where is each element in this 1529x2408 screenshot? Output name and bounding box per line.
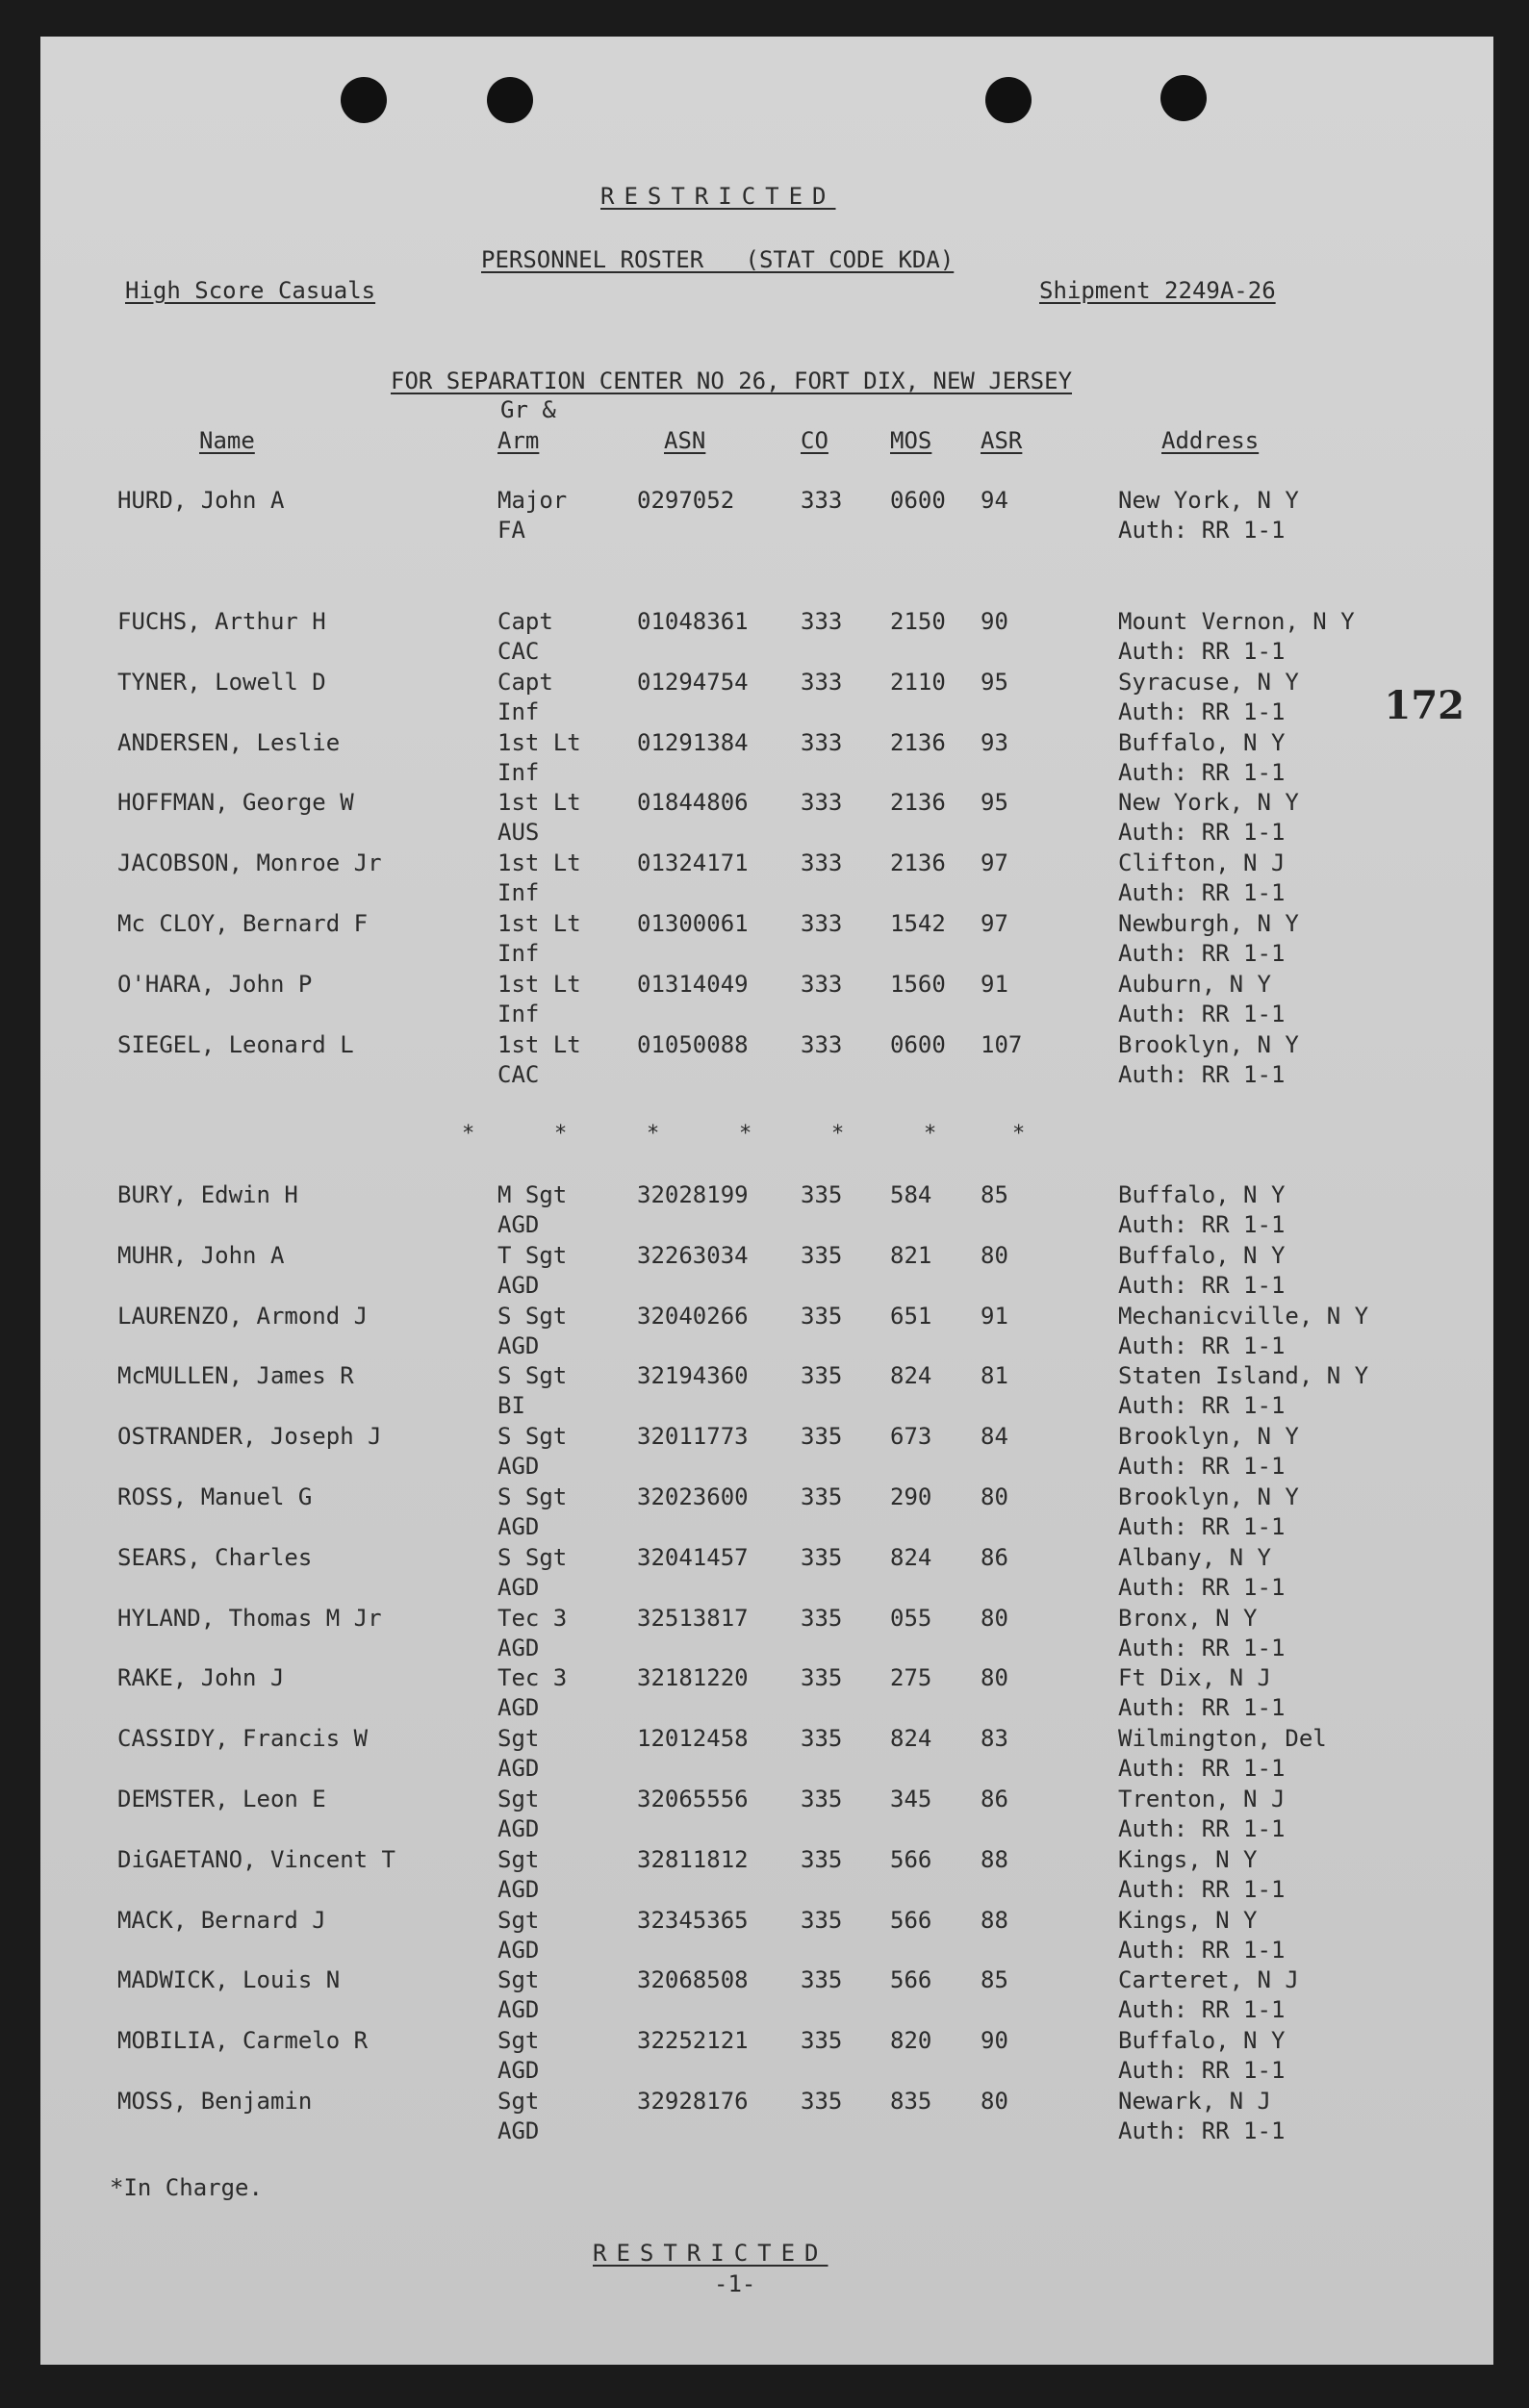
grade: Sgt xyxy=(497,1725,540,1753)
authority: Auth: RR 1-1 xyxy=(1118,1634,1286,1661)
arm: AGD xyxy=(497,1875,540,1903)
person-name: OSTRANDER, Joseph J xyxy=(117,1423,382,1451)
grade: Capt xyxy=(497,608,553,635)
col-header-grade-arm: Arm xyxy=(497,427,540,454)
mos: 290 xyxy=(890,1483,932,1510)
asn: 32068508 xyxy=(637,1966,749,1994)
col-header-asn: ASN xyxy=(664,427,706,454)
person-name: MUHR, John A xyxy=(117,1241,285,1269)
company: 335 xyxy=(801,1181,843,1208)
roster-row xyxy=(40,1964,1493,2024)
page-title: PERSONNEL ROSTER (STAT CODE KDA) xyxy=(481,246,955,273)
company: 335 xyxy=(801,1241,843,1269)
company: 335 xyxy=(801,1664,843,1692)
mos: 275 xyxy=(890,1664,932,1692)
roster-row xyxy=(40,1723,1493,1783)
arm: AGD xyxy=(497,2057,540,2085)
separator-star: * xyxy=(462,1122,475,1146)
roster-row xyxy=(40,1784,1493,1843)
asr-score: 85 xyxy=(981,1181,1008,1208)
arm: AGD xyxy=(497,1573,540,1601)
arm: Inf xyxy=(497,1001,540,1027)
asr-score: 80 xyxy=(981,1604,1008,1632)
person-name: DEMSTER, Leon E xyxy=(117,1786,326,1812)
company: 335 xyxy=(801,1845,843,1873)
authority: Auth: RR 1-1 xyxy=(1118,759,1286,786)
mos: 584 xyxy=(890,1181,932,1208)
separator-star: * xyxy=(554,1122,568,1146)
roster-row xyxy=(40,1844,1493,1904)
company: 333 xyxy=(801,789,843,816)
asr-score: 90 xyxy=(981,608,1008,635)
asn: 01300061 xyxy=(637,910,749,937)
classification-bottom: RESTRICTED xyxy=(593,2240,828,2267)
roster-row xyxy=(40,1240,1493,1300)
grade: Sgt xyxy=(497,2027,540,2055)
col-header-asr: ASR xyxy=(981,427,1023,454)
roster-row xyxy=(40,1029,1493,1089)
person-name: MADWICK, Louis N xyxy=(117,1966,341,1994)
asr-score: 83 xyxy=(981,1725,1008,1753)
company: 333 xyxy=(801,849,843,876)
address: New York, N Y xyxy=(1118,789,1299,816)
grade: 1st Lt xyxy=(497,789,581,816)
asn: 32040266 xyxy=(637,1302,749,1330)
asr-score: 80 xyxy=(981,1664,1008,1692)
asn: 32513817 xyxy=(637,1604,749,1632)
address: New York, N Y xyxy=(1118,487,1299,514)
address: Carteret, N J xyxy=(1118,1966,1299,1994)
address: Staten Island, N Y xyxy=(1118,1362,1369,1390)
arm: Inf xyxy=(497,759,540,786)
asr-score: 81 xyxy=(981,1362,1008,1390)
mos: 055 xyxy=(890,1604,932,1632)
address: Brooklyn, N Y xyxy=(1118,1423,1299,1451)
roster-page xyxy=(40,37,1493,2365)
authority: Auth: RR 1-1 xyxy=(1118,1755,1286,1783)
person-name: CASSIDY, Francis W xyxy=(117,1725,369,1753)
authority: Auth: RR 1-1 xyxy=(1118,1875,1286,1903)
separator-star: * xyxy=(739,1122,752,1146)
grade: 1st Lt xyxy=(497,849,581,876)
grade: Sgt xyxy=(497,1906,540,1934)
mos: 821 xyxy=(890,1241,932,1269)
roster-row xyxy=(40,1603,1493,1662)
person-name: MACK, Bernard J xyxy=(117,1906,326,1934)
roster-row xyxy=(40,1905,1493,1964)
address: Albany, N Y xyxy=(1118,1543,1271,1571)
roster-row xyxy=(40,908,1493,968)
address: Kings, N Y xyxy=(1118,1906,1258,1934)
company: 335 xyxy=(801,1302,843,1330)
roster-row xyxy=(40,848,1493,907)
arm: AGD xyxy=(497,2117,540,2144)
mos: 1542 xyxy=(890,910,946,937)
company: 333 xyxy=(801,971,843,998)
arm: FA xyxy=(497,517,525,544)
company: 335 xyxy=(801,1483,843,1510)
asr-score: 80 xyxy=(981,1241,1008,1269)
address: Syracuse, N Y xyxy=(1118,669,1299,696)
arm: AGD xyxy=(497,1513,540,1540)
arm: AGD xyxy=(497,1694,540,1722)
address: Kings, N Y xyxy=(1118,1845,1258,1873)
address: Brooklyn, N Y xyxy=(1118,1483,1299,1510)
authority: Auth: RR 1-1 xyxy=(1118,1694,1286,1722)
authority: Auth: RR 1-1 xyxy=(1118,1936,1286,1964)
asr-score: 91 xyxy=(981,971,1008,998)
person-name: ANDERSEN, Leslie xyxy=(117,729,341,756)
authority: Auth: RR 1-1 xyxy=(1118,1513,1286,1540)
grade: Sgt xyxy=(497,2088,540,2115)
mos: 2136 xyxy=(890,849,946,876)
separator-star: * xyxy=(831,1122,845,1146)
grade: T Sgt xyxy=(497,1241,568,1269)
company: 335 xyxy=(801,1543,843,1571)
grade: 1st Lt xyxy=(497,1031,581,1058)
person-name: TYNER, Lowell D xyxy=(117,669,326,696)
arm: Inf xyxy=(497,879,540,906)
asr-score: 93 xyxy=(981,729,1008,756)
mos: 1560 xyxy=(890,971,946,998)
person-name: HOFFMAN, George W xyxy=(117,789,354,816)
authority: Auth: RR 1-1 xyxy=(1118,698,1286,725)
asn: 01291384 xyxy=(637,729,749,756)
shipment-label: Shipment 2249A-26 xyxy=(1039,277,1276,304)
col-header-name: Name xyxy=(199,427,255,454)
asn: 32023600 xyxy=(637,1483,749,1510)
separator-row xyxy=(40,1122,1493,1151)
grade: M Sgt xyxy=(497,1181,568,1208)
address: Buffalo, N Y xyxy=(1118,2027,1286,2055)
roster-row xyxy=(40,1301,1493,1360)
asr-score: 95 xyxy=(981,669,1008,696)
punch-hole-2 xyxy=(487,77,533,123)
separator-star: * xyxy=(647,1122,660,1146)
address: Ft Dix, N J xyxy=(1118,1664,1271,1692)
grade: S Sgt xyxy=(497,1483,568,1510)
authority: Auth: RR 1-1 xyxy=(1118,1061,1286,1088)
col-header-co: CO xyxy=(801,427,828,454)
asn: 32041457 xyxy=(637,1543,749,1571)
grade: S Sgt xyxy=(497,1362,568,1390)
grade: 1st Lt xyxy=(497,729,581,756)
grade: S Sgt xyxy=(497,1423,568,1451)
roster-row xyxy=(40,606,1493,666)
separation-center-subtitle: FOR SEPARATION CENTER NO 26, FORT DIX, NEW JERSEY xyxy=(391,368,1073,394)
separator-star: * xyxy=(1012,1122,1026,1146)
person-name: McMULLEN, James R xyxy=(117,1362,354,1390)
separator-star: * xyxy=(924,1122,937,1146)
asn: 32065556 xyxy=(637,1786,749,1812)
person-name: DiGAETANO, Vincent T xyxy=(117,1845,395,1873)
mos: 824 xyxy=(890,1543,932,1571)
roster-row xyxy=(40,1421,1493,1481)
address: Buffalo, N Y xyxy=(1118,729,1286,756)
company: 335 xyxy=(801,1786,843,1812)
asn: 32028199 xyxy=(637,1181,749,1208)
asr-score: 97 xyxy=(981,910,1008,937)
authority: Auth: RR 1-1 xyxy=(1118,638,1286,665)
company: 335 xyxy=(801,1604,843,1632)
roster-row xyxy=(40,1179,1493,1239)
col-header-address: Address xyxy=(1161,427,1260,454)
address: Trenton, N J xyxy=(1118,1786,1286,1812)
authority: Auth: RR 1-1 xyxy=(1118,940,1286,967)
arm: AUS xyxy=(497,819,540,846)
arm: Inf xyxy=(497,940,540,967)
asr-score: 94 xyxy=(981,487,1008,514)
company: 335 xyxy=(801,2027,843,2055)
punch-hole-3 xyxy=(985,77,1032,123)
asr-score: 90 xyxy=(981,2027,1008,2055)
mos: 566 xyxy=(890,1966,932,1994)
asr-score: 91 xyxy=(981,1302,1008,1330)
asn: 32194360 xyxy=(637,1362,749,1390)
roster-row xyxy=(40,1542,1493,1602)
arm: CAC xyxy=(497,1061,540,1088)
address: Buffalo, N Y xyxy=(1118,1181,1286,1208)
asr-score: 80 xyxy=(981,1483,1008,1510)
roster-row xyxy=(40,2025,1493,2085)
roster-row xyxy=(40,1662,1493,1722)
asr-score: 97 xyxy=(981,849,1008,876)
mos: 824 xyxy=(890,1725,932,1753)
mos: 651 xyxy=(890,1302,932,1330)
authority: Auth: RR 1-1 xyxy=(1118,879,1286,906)
grade: 1st Lt xyxy=(497,910,581,937)
mos: 345 xyxy=(890,1786,932,1812)
person-name: JACOBSON, Monroe Jr xyxy=(117,849,382,876)
authority: Auth: RR 1-1 xyxy=(1118,1211,1286,1238)
roster-row xyxy=(40,969,1493,1028)
address: Buffalo, N Y xyxy=(1118,1241,1286,1269)
arm: AGD xyxy=(497,1936,540,1964)
arm: Inf xyxy=(497,698,540,725)
asn: 01844806 xyxy=(637,789,749,816)
roster-group-label: High Score Casuals xyxy=(125,277,376,304)
company: 333 xyxy=(801,487,843,514)
grade: S Sgt xyxy=(497,1302,568,1330)
authority: Auth: RR 1-1 xyxy=(1118,1271,1286,1299)
address: Mechanicville, N Y xyxy=(1118,1302,1369,1330)
roster-row xyxy=(40,787,1493,847)
company: 333 xyxy=(801,608,843,635)
asn: 01314049 xyxy=(637,971,749,998)
roster-row xyxy=(40,1482,1493,1541)
arm: CAC xyxy=(497,638,540,665)
person-name: RAKE, John J xyxy=(117,1664,285,1692)
authority: Auth: RR 1-1 xyxy=(1118,1331,1286,1359)
arm: AGD xyxy=(497,1211,540,1238)
mos: 0600 xyxy=(890,487,946,514)
arm: BI xyxy=(497,1392,525,1420)
grade: S Sgt xyxy=(497,1543,568,1571)
authority: Auth: RR 1-1 xyxy=(1118,517,1286,544)
asn: 32811812 xyxy=(637,1845,749,1873)
asn: 01294754 xyxy=(637,669,749,696)
footnote-in-charge: *In Charge. xyxy=(110,2174,263,2201)
col-header-grade-top: Gr & xyxy=(500,396,556,423)
classification-top: RESTRICTED xyxy=(600,183,836,210)
address: Wilmington, Del xyxy=(1118,1725,1327,1753)
page-stamp-number: 172 xyxy=(1384,683,1465,728)
asn: 01324171 xyxy=(637,849,749,876)
person-name: MOBILIA, Carmelo R xyxy=(117,2027,369,2055)
company: 333 xyxy=(801,669,843,696)
address: Mount Vernon, N Y xyxy=(1118,608,1355,635)
asr-score: 80 xyxy=(981,2088,1008,2115)
mos: 2150 xyxy=(890,608,946,635)
grade: Sgt xyxy=(497,1845,540,1873)
mos: 566 xyxy=(890,1906,932,1934)
address: Brooklyn, N Y xyxy=(1118,1031,1299,1058)
col-header-mos: MOS xyxy=(890,427,932,454)
asn: 01050088 xyxy=(637,1031,749,1058)
arm: AGD xyxy=(497,1634,540,1661)
asn: 32011773 xyxy=(637,1423,749,1451)
authority: Auth: RR 1-1 xyxy=(1118,2117,1286,2144)
roster-row xyxy=(40,727,1493,787)
person-name: FUCHS, Arthur H xyxy=(117,608,326,635)
asn: 32263034 xyxy=(637,1241,749,1269)
roster-row xyxy=(40,485,1493,545)
address: Newark, N J xyxy=(1118,2088,1271,2115)
mos: 2136 xyxy=(890,729,946,756)
asr-score: 86 xyxy=(981,1543,1008,1571)
mos: 824 xyxy=(890,1362,932,1390)
person-name: SEARS, Charles xyxy=(117,1543,313,1571)
arm: AGD xyxy=(497,1815,540,1842)
company: 335 xyxy=(801,2088,843,2115)
arm: AGD xyxy=(497,1996,540,2024)
asr-score: 107 xyxy=(981,1031,1023,1058)
person-name: ROSS, Manuel G xyxy=(117,1483,313,1510)
asr-score: 88 xyxy=(981,1906,1008,1934)
asn: 32181220 xyxy=(637,1664,749,1692)
authority: Auth: RR 1-1 xyxy=(1118,1573,1286,1601)
asn: 0297052 xyxy=(637,487,735,514)
asn: 32252121 xyxy=(637,2027,749,2055)
asr-score: 88 xyxy=(981,1845,1008,1873)
grade: Tec 3 xyxy=(497,1604,568,1632)
grade: Capt xyxy=(497,669,553,696)
mos: 2110 xyxy=(890,669,946,696)
mos: 0600 xyxy=(890,1031,946,1058)
person-name: SIEGEL, Leonard L xyxy=(117,1031,354,1058)
arm: AGD xyxy=(497,1331,540,1359)
person-name: HYLAND, Thomas M Jr xyxy=(117,1604,382,1632)
asn: 32345365 xyxy=(637,1906,749,1934)
company: 335 xyxy=(801,1906,843,1934)
asn: 12012458 xyxy=(637,1725,749,1753)
mos: 566 xyxy=(890,1845,932,1873)
authority: Auth: RR 1-1 xyxy=(1118,2057,1286,2085)
company: 333 xyxy=(801,1031,843,1058)
person-name: Mc CLOY, Bernard F xyxy=(117,910,369,937)
mos: 2136 xyxy=(890,789,946,816)
company: 335 xyxy=(801,1725,843,1753)
authority: Auth: RR 1-1 xyxy=(1118,1453,1286,1481)
person-name: O'HARA, John P xyxy=(117,971,313,998)
person-name: LAURENZO, Armond J xyxy=(117,1302,369,1330)
arm: AGD xyxy=(497,1755,540,1783)
asr-score: 86 xyxy=(981,1786,1008,1812)
grade: Tec 3 xyxy=(497,1664,568,1692)
roster-row xyxy=(40,2086,1493,2145)
company: 335 xyxy=(801,1966,843,1994)
address: Bronx, N Y xyxy=(1118,1604,1258,1632)
asr-score: 95 xyxy=(981,789,1008,816)
authority: Auth: RR 1-1 xyxy=(1118,819,1286,846)
address: Auburn, N Y xyxy=(1118,971,1271,998)
grade: Sgt xyxy=(497,1786,540,1812)
page-number: -1- xyxy=(714,2270,756,2297)
person-name: MOSS, Benjamin xyxy=(117,2088,313,2115)
grade: 1st Lt xyxy=(497,971,581,998)
roster-row xyxy=(40,667,1493,726)
roster-row xyxy=(40,1360,1493,1420)
arm: AGD xyxy=(497,1271,540,1299)
authority: Auth: RR 1-1 xyxy=(1118,1392,1286,1420)
address: Clifton, N J xyxy=(1118,849,1286,876)
person-name: BURY, Edwin H xyxy=(117,1181,298,1208)
company: 333 xyxy=(801,910,843,937)
company: 333 xyxy=(801,729,843,756)
punch-hole-1 xyxy=(341,77,387,123)
company: 335 xyxy=(801,1362,843,1390)
authority: Auth: RR 1-1 xyxy=(1118,1001,1286,1027)
address: Newburgh, N Y xyxy=(1118,910,1299,937)
grade: Major xyxy=(497,487,568,514)
arm: AGD xyxy=(497,1453,540,1481)
mos: 820 xyxy=(890,2027,932,2055)
mos: 835 xyxy=(890,2088,932,2115)
grade: Sgt xyxy=(497,1966,540,1994)
authority: Auth: RR 1-1 xyxy=(1118,1815,1286,1842)
asn: 32928176 xyxy=(637,2088,749,2115)
asn: 01048361 xyxy=(637,608,749,635)
authority: Auth: RR 1-1 xyxy=(1118,1996,1286,2024)
mos: 673 xyxy=(890,1423,932,1451)
punch-hole-4 xyxy=(1160,75,1207,121)
asr-score: 84 xyxy=(981,1423,1008,1451)
company: 335 xyxy=(801,1423,843,1451)
person-name: HURD, John A xyxy=(117,487,285,514)
asr-score: 85 xyxy=(981,1966,1008,1994)
